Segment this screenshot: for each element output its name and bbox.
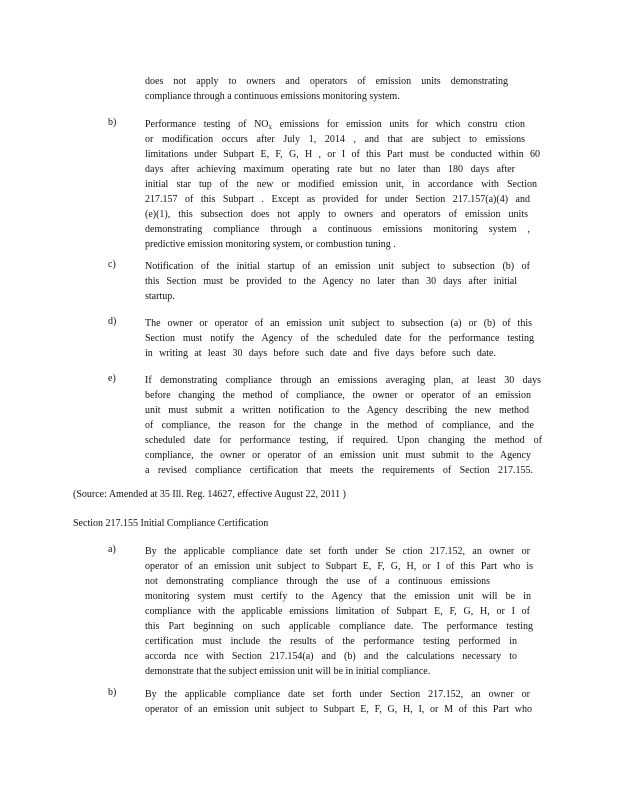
paragraph-line: not demonstrating compliance through the use of a continuous emissions — [145, 576, 490, 587]
paragraph-line: or modification occurs after July 1, 2014 , and that are subject to emissions — [145, 134, 525, 145]
paragraph-line: operator of an emission unit subject to Subpart E, F, G, H, or I of this Part who is — [145, 561, 533, 572]
paragraph-line: monitoring system must certify to the Agency that the emission unit will be in — [145, 591, 531, 602]
paragraph-line: Notification of the initial startup of an emission unit subject to subsection (b) of — [145, 261, 530, 272]
paragraph-line: demonstrate that the subject emission unit will be in initial compliance. — [145, 666, 431, 677]
paragraph-line: initial star tup of the new or modified emission unit, in accordance with Section — [145, 179, 537, 190]
paragraph-line: this Part beginning on such applicable compliance date. The performance testing — [145, 621, 533, 632]
paragraph-line: operator of an emission unit subject to Subpart E, F, G, H, I, or M of this Part who — [145, 704, 532, 715]
paragraph-line: certification must include the results of the performance testing performed in — [145, 636, 517, 647]
paragraph-line: predictive emission monitoring system, or combustion tuning . — [145, 239, 396, 250]
paragraph-line: of compliance, the reason for the change in the method of compliance, and the — [145, 420, 534, 431]
subsection-marker: c) — [108, 259, 116, 270]
paragraph-line: accorda nce with Section 217.154(a) and (b) and the calculations necessary to — [145, 651, 517, 662]
paragraph-line: If demonstrating compliance through an emissions averaging plan, at least 30 days — [145, 375, 541, 386]
paragraph-line: Section must notify the Agency of the scheduled date for the performance testing — [145, 333, 534, 344]
paragraph-line: By the applicable compliance date set forth under Section 217.152, an owner or — [145, 689, 530, 700]
paragraph-line: this Section must be provided to the Agency no later than 30 days after initial — [145, 276, 517, 287]
paragraph-line: does not apply to owners and operators of emission units demonstrating — [145, 76, 508, 87]
subsection-marker: b) — [108, 117, 117, 128]
paragraph-line: The owner or operator of an emission unit subject to subsection (a) or (b) of this — [145, 318, 532, 329]
paragraph-line: in writing at least 30 days before such date and five days before such date. — [145, 348, 496, 359]
subsection-marker: d) — [108, 316, 117, 327]
source-note: (Source: Amended at 35 Ill. Reg. 14627, effective August 22, 2011 ) — [73, 489, 347, 500]
paragraph-line: 217.157 of this Subpart . Except as provided for under Section 217.157(a)(4) and — [145, 194, 530, 205]
subsection-marker: b) — [108, 687, 117, 698]
subsection-marker: a) — [108, 544, 116, 555]
paragraph-line: compliance, the owner or operator of an emission unit must submit to the Agency — [145, 450, 531, 461]
paragraph-line: compliance with the applicable emissions limitation of Subpart E, F, G, H, or I of — [145, 606, 530, 617]
paragraph-line: unit must submit a written notification to the Agency describing the new method — [145, 405, 529, 416]
paragraph-line: a revised compliance certification that meets the requirements of Section 217.155. — [145, 465, 533, 476]
paragraph-line: startup. — [145, 291, 175, 302]
paragraph-line: (e)(1), this subsection does not apply to owners and operators of emission units — [145, 209, 528, 220]
paragraph-line: before changing the method of compliance, the owner or operator of an emission — [145, 390, 531, 401]
section-heading: Section 217.155 Initial Compliance Certification — [73, 518, 269, 529]
paragraph-line: Performance testing of $NO_x$ emissions for emission units for which constru ction — [145, 119, 525, 131]
paragraph-line: days after achieving maximum operating rate but no later than 180 days after — [145, 164, 515, 175]
paragraph-line: demonstrating compliance through a continuous emissions monitoring system , — [145, 224, 530, 235]
subsection-marker: e) — [108, 373, 116, 384]
paragraph-line: compliance through a continuous emissions monitoring system. — [145, 91, 400, 102]
paragraph-line: scheduled date for performance testing, if required. Upon changing the method of — [145, 435, 542, 446]
paragraph-line: By the applicable compliance date set forth under Se ction 217.152, an owner or — [145, 546, 530, 557]
paragraph-line: limitations under Subpart E, F, G, H , or I of this Part must be conducted within 60 — [145, 149, 540, 160]
